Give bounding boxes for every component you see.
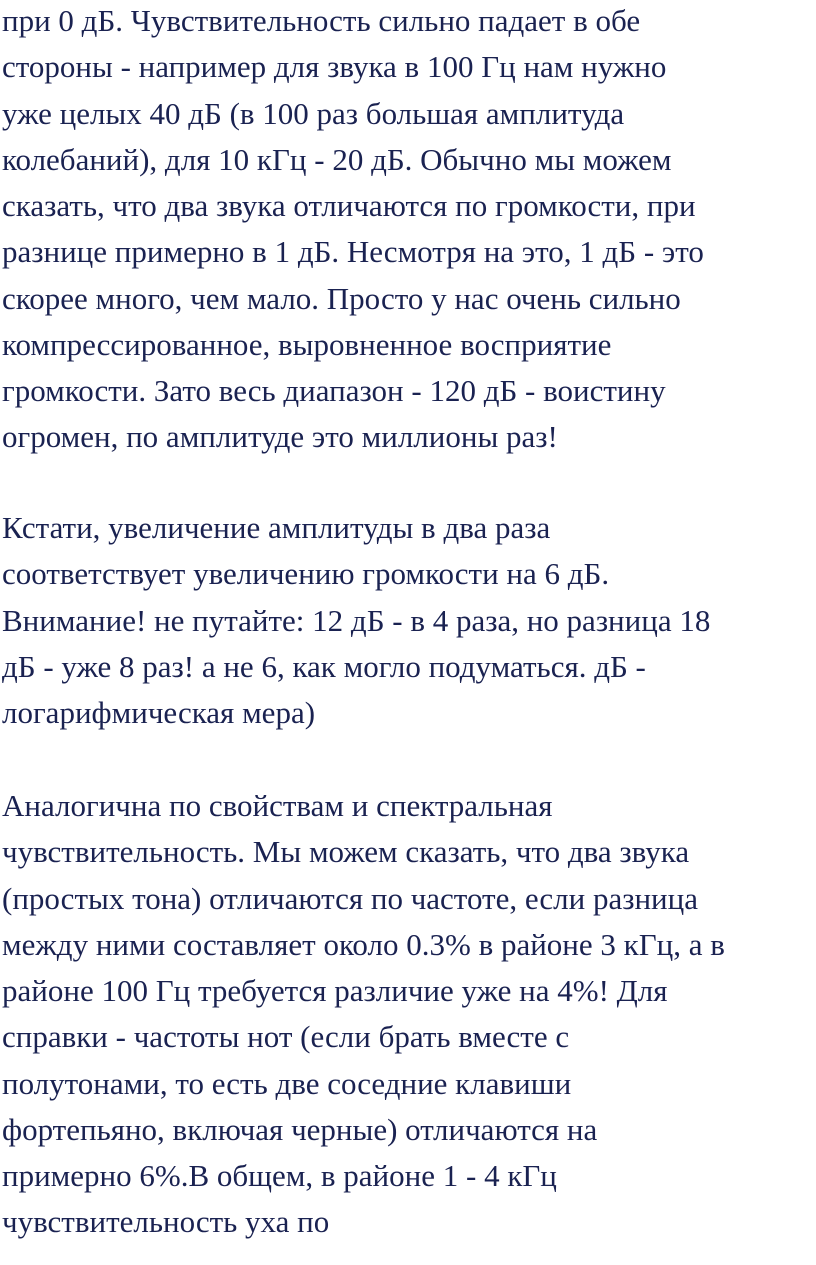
text-line: справки - частоты нот (если брать вместе с: [2, 1019, 570, 1055]
text-line: чувствительность. Мы можем сказать, что два звука: [2, 834, 690, 870]
text-line: районе 100 Гц требуется различие уже на 4%! Для: [2, 973, 668, 1008]
text-line: уже целых 40 дБ (в 100 раз большая амплитуда: [2, 95, 625, 131]
paragraph-loudness-sensitivity: [2, 0, 704, 461]
text-line: (простых тона) отличаются по частоте, если разница: [2, 880, 698, 916]
text-line: скорее много, чем мало. Просто у нас очень сильно: [2, 280, 681, 316]
text-line: дБ - уже 8 раз! а не 6, как могло подуматься. дБ -: [2, 648, 646, 684]
text-line: огромен, по амплитуде это миллионы раз!: [2, 419, 558, 455]
text-line: Аналогична по свойствам и спектральная: [2, 788, 553, 823]
text-line: разнице примерно в 1 дБ. Несмотря на это, 1 дБ - это: [2, 234, 704, 270]
text-line: при 0 дБ. Чувствительность сильно падает в обе: [2, 3, 641, 38]
paragraph-amplitude-note: [2, 505, 710, 736]
paragraph-spectral-sensitivity: [2, 783, 725, 1246]
text-line: между ними составляет около 0.3% в районе 3 кГц, а в: [2, 926, 725, 962]
text-line: громкости. Зато весь диапазон - 120 дБ - воистину: [2, 373, 666, 408]
text-line: сказать, что два звука отличаются по громкости, при: [2, 188, 696, 223]
text-line: фортепьяно, включая черные) отличаются на: [2, 1111, 598, 1147]
text-line: стороны - например для звука в 100 Гц нам нужно: [2, 49, 667, 85]
text-line: компрессированное, выровненное восприятие: [2, 326, 612, 362]
text-line: колебаний), для 10 кГц - 20 дБ. Обычно мы можем: [2, 141, 672, 177]
text-line: Кстати, увеличение амплитуды в два раза: [2, 510, 551, 545]
text-line: Внимание! не путайте: 12 дБ - в 4 раза, но разница 18: [2, 602, 711, 638]
text-line: примерно 6%.В общем, в районе 1 - 4 кГц: [2, 1158, 557, 1193]
text-line: логарифмическая мера): [2, 695, 316, 730]
text-line: чувствительность уха по: [2, 1204, 330, 1240]
text-line: полутонами, то есть две соседние клавиши: [2, 1065, 572, 1101]
text-line: соответствует увеличению громкости на 6 дБ.: [2, 556, 610, 592]
